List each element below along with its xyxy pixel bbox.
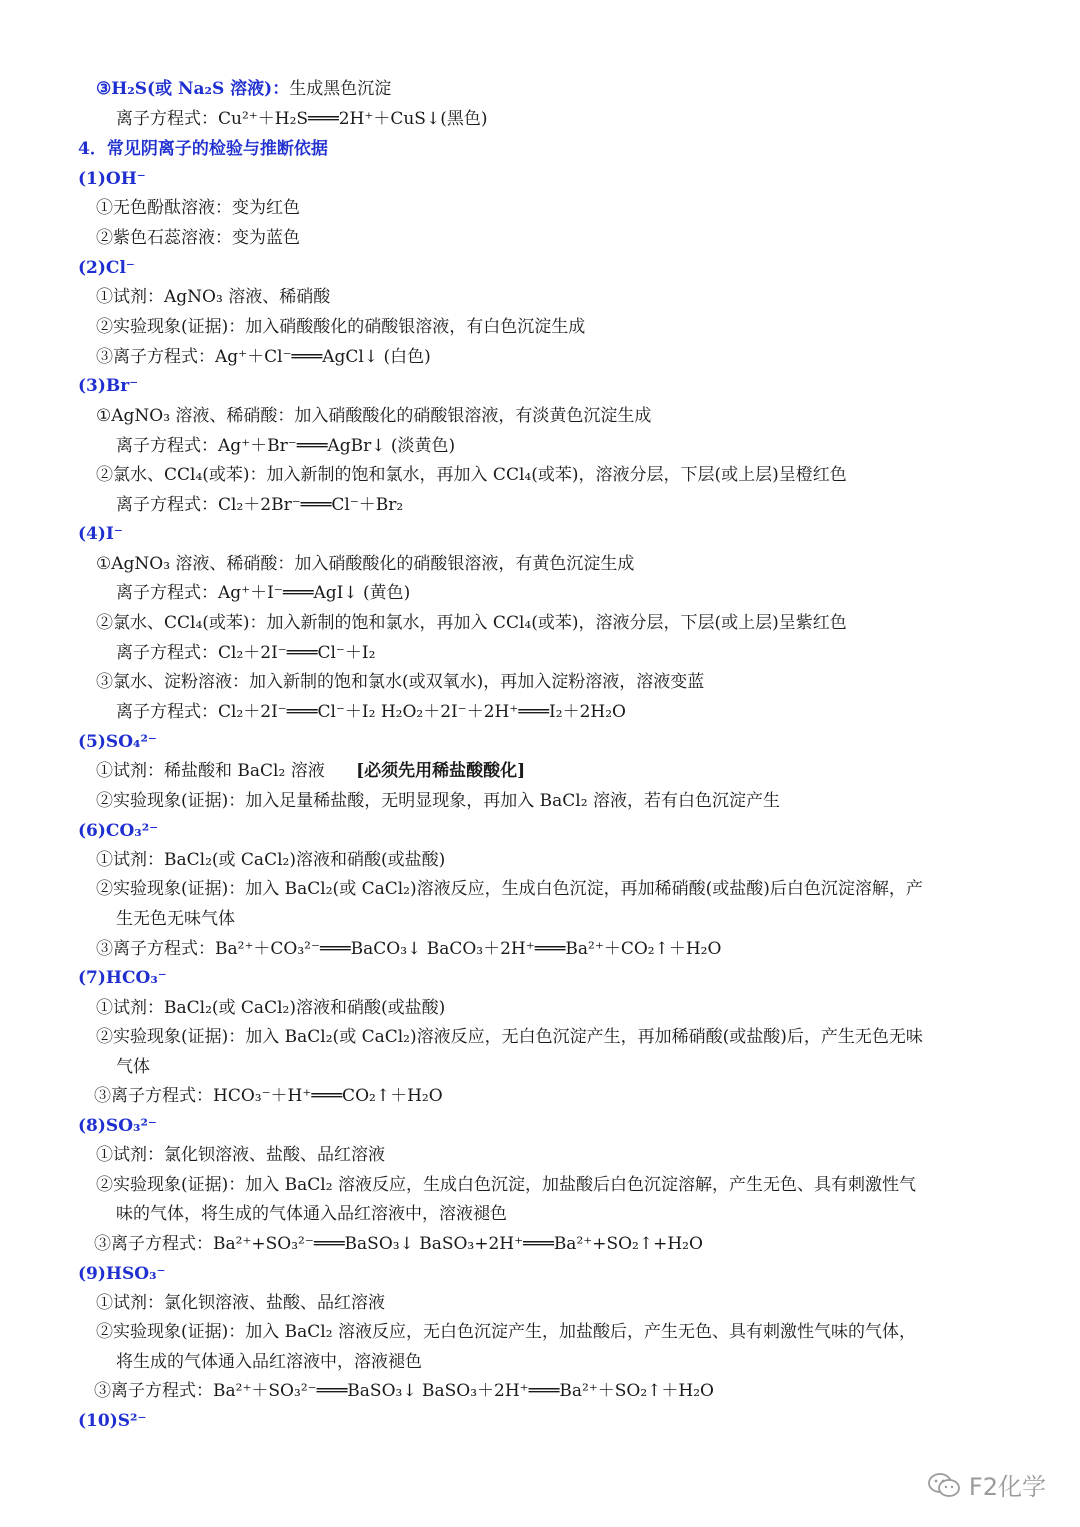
so3-line-2: ②实验现象(证据)：加入 BaCl₂ 溶液反应，生成白色沉淀，加盐酸后白色沉淀溶解，产生无色、具有刺激性气 [96, 1175, 916, 1195]
cl-line-2: ②实验现象(证据)：加入硝酸酸化的硝酸银溶液，有白色沉淀生成 [96, 317, 586, 337]
hco3-line-2: ②实验现象(证据)：加入 BaCl₂(或 CaCl₂)溶液反应，无白色沉淀产生，再加稀硝酸(或盐酸)后，产生无色无味 [96, 1027, 923, 1047]
cl-title: (2)Cl⁻ [78, 258, 135, 278]
br-line-4: 离子方程式：Cl₂＋2Br⁻═══Cl⁻＋Br₂ [116, 495, 404, 515]
cl-line-1: ①试剂：AgNO₃ 溶液、稀硝酸 [96, 287, 331, 307]
oh-line-2: ②紫色石蕊溶液：变为蓝色 [96, 228, 300, 248]
br-title: (3)Br⁻ [78, 376, 139, 396]
hco3-line-3: 气体 [116, 1057, 150, 1077]
so4-line-2: ②实验现象(证据)：加入足量稀盐酸，无明显现象，再加入 BaCl₂ 溶液，若有白色沉淀产生 [96, 791, 780, 811]
oh-title: (1)OH⁻ [78, 169, 146, 189]
hso3-line-1: ①试剂：氯化钡溶液、盐酸、品红溶液 [96, 1293, 385, 1313]
s-title: (10)S²⁻ [78, 1411, 147, 1431]
watermark-text: F2化学 [968, 1473, 1046, 1501]
wechat-icon [927, 1472, 961, 1498]
hso3-line-3: 将生成的气体通入品红溶液中，溶液褪色 [116, 1352, 422, 1372]
br-line-3: ②氯水、CCl₄(或苯)：加入新制的饱和氯水，再加入 CCl₄(或苯)，溶液分层，下层(或上层)呈橙红色 [96, 465, 847, 485]
i-line-1: ①AgNO₃ 溶液、稀硝酸：加入硝酸酸化的硝酸银溶液，有黄色沉淀生成 [96, 554, 635, 574]
so4-note: [必须先用稀盐酸酸化] [356, 761, 526, 781]
hco3-line-1: ①试剂：BaCl₂(或 CaCl₂)溶液和硝酸(或盐酸) [96, 998, 446, 1018]
so4-title: (5)SO₄²⁻ [78, 732, 157, 752]
co3-line-3: 生无色无味气体 [116, 909, 235, 929]
co3-title: (6)CO₃²⁻ [78, 821, 159, 841]
hso3-line-4: ③离子方程式：Ba²⁺＋SO₃²⁻═══BaSO₃↓ BaSO₃＋2H⁺═══Ba²⁺＋SO₂↑＋H₂O [94, 1381, 714, 1401]
h2s-equation: 离子方程式：Cu²⁺＋H₂S═══2H⁺＋CuS↓(黑色) [116, 109, 488, 129]
i-line-3: ②氯水、CCl₄(或苯)：加入新制的饱和氯水，再加入 CCl₄(或苯)，溶液分层，下层(或上层)呈紫红色 [96, 613, 847, 633]
h2s-result: 生成黑色沉淀 [289, 79, 392, 99]
i-line-2: 离子方程式：Ag⁺＋I⁻═══AgI↓ (黄色) [116, 583, 411, 603]
so3-line-4: ③离子方程式：Ba²⁺+SO₃²⁻═══BaSO₃↓ BaSO₃+2H⁺═══Ba²⁺+SO₂↑+H₂O [94, 1234, 703, 1254]
so4-reagent-line [96, 760, 525, 782]
oh-line-1: ①无色酚酞溶液：变为红色 [96, 198, 300, 218]
watermark [927, 1467, 1046, 1502]
so3-line-1: ①试剂：氯化钡溶液、盐酸、品红溶液 [96, 1145, 385, 1165]
co3-line-2: ②实验现象(证据)：加入 BaCl₂(或 CaCl₂)溶液反应，生成白色沉淀，再加稀硝酸(或盐酸)后白色沉淀溶解，产 [96, 879, 923, 899]
hco3-title: (7)HCO₃⁻ [78, 968, 167, 988]
hco3-line-4: ③离子方程式：HCO₃⁻＋H⁺═══CO₂↑＋H₂O [94, 1086, 443, 1106]
so3-title: (8)SO₃²⁻ [78, 1116, 157, 1136]
i-title: (4)I⁻ [78, 524, 123, 544]
hso3-line-2: ②实验现象(证据)：加入 BaCl₂ 溶液反应，无白色沉淀产生，加盐酸后，产生无色、具有刺激性气味的气体， [96, 1322, 916, 1342]
section-title: 4．常见阴离子的检验与推断依据 [78, 139, 328, 159]
i-line-4: 离子方程式：Cl₂＋2I⁻═══Cl⁻＋I₂ [116, 643, 376, 663]
co3-line-1: ①试剂：BaCl₂(或 CaCl₂)溶液和硝酸(或盐酸) [96, 850, 446, 870]
cl-line-3: ③离子方程式：Ag⁺＋Cl⁻═══AgCl↓ (白色) [96, 347, 431, 367]
h2s-line [96, 78, 391, 100]
br-line-1: ①AgNO₃ 溶液、稀硝酸：加入硝酸酸化的硝酸银溶液，有淡黄色沉淀生成 [96, 406, 652, 426]
so3-line-3: 味的气体，将生成的气体通入品红溶液中，溶液褪色 [116, 1204, 507, 1224]
hso3-title: (9)HSO₃⁻ [78, 1264, 166, 1284]
co3-line-4: ③离子方程式：Ba²⁺＋CO₃²⁻═══BaCO₃↓ BaCO₃＋2H⁺═══Ba²⁺＋CO₂↑＋H₂O [96, 939, 722, 959]
br-line-2: 离子方程式：Ag⁺＋Br⁻═══AgBr↓ (淡黄色) [116, 436, 456, 456]
i-line-6: 离子方程式：Cl₂＋2I⁻═══Cl⁻＋I₂ H₂O₂＋2I⁻＋2H⁺═══I₂＋2H₂O [116, 702, 626, 722]
i-line-5: ③氯水、淀粉溶液：加入新制的饱和氯水(或双氧水)，再加入淀粉溶液，溶液变蓝 [96, 672, 705, 692]
h2s-title: ③H₂S(或 Na₂S 溶液)： [96, 79, 290, 99]
so4-reagent: ①试剂：稀盐酸和 BaCl₂ 溶液 [96, 761, 325, 781]
